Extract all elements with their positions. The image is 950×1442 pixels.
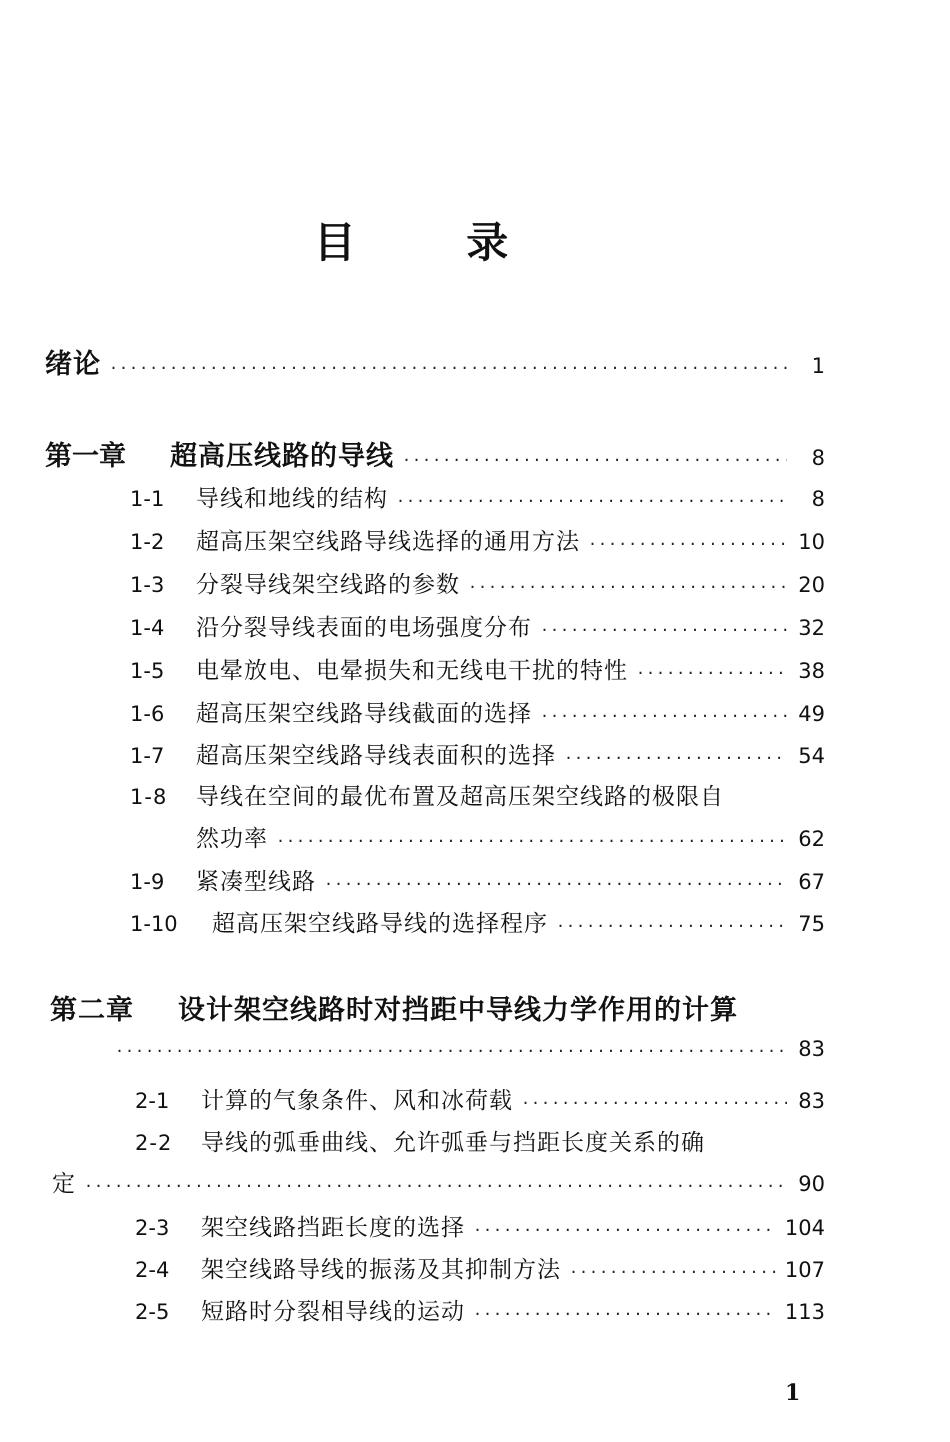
section-number: 2-4 <box>135 1258 170 1282</box>
page-number: 113 <box>784 1300 825 1324</box>
page-number: 54 <box>798 744 825 768</box>
page-number: 62 <box>798 827 825 851</box>
dot-leader <box>84 1177 787 1195</box>
entry-text: 沿分裂导线表面的电场强度分布 <box>196 615 532 641</box>
dot-leader <box>556 917 787 935</box>
dot-leader <box>115 1042 787 1060</box>
entry-text: 超高压架空线路导线截面的选择 <box>196 701 532 727</box>
dot-leader <box>564 749 787 767</box>
entry-text: 超高压架空线路导线选择的通用方法 <box>196 529 580 555</box>
entry-text: 超高压架空线路导线表面积的选择 <box>196 743 556 769</box>
dot-leader <box>569 1263 777 1281</box>
section-number: 1-8 <box>130 785 168 809</box>
section-number: 1-10 <box>130 912 178 936</box>
toc-entry-2-1[interactable] <box>135 1082 825 1115</box>
page-number: 38 <box>798 659 825 683</box>
entry-text: 计算的气象条件、风和冰荷载 <box>201 1088 513 1114</box>
entry-text-continued: 然功率 <box>196 826 268 852</box>
section-number: 1-3 <box>130 573 165 597</box>
toc-entry-1-5[interactable] <box>130 652 825 685</box>
entry-text: 分裂导线架空线路的参数 <box>196 572 460 598</box>
toc-entry-1-3[interactable] <box>130 566 825 599</box>
toc-entry-1-6[interactable] <box>130 695 825 728</box>
entry-text: 短路时分裂相导线的运动 <box>201 1299 465 1325</box>
section-number: 1-5 <box>130 659 165 683</box>
page-number: 83 <box>798 1089 825 1113</box>
section-number: 2-5 <box>135 1300 170 1324</box>
entry-text: 绪论 <box>45 349 101 380</box>
entry-text: 紧凑型线路 <box>196 869 316 895</box>
entry-text: 导线和地线的结构 <box>196 486 388 512</box>
entry-text: 架空线路挡距长度的选择 <box>201 1215 465 1241</box>
section-number: 2-3 <box>135 1216 170 1240</box>
dot-leader <box>473 1305 777 1323</box>
page-number: 67 <box>798 870 825 894</box>
section-number: 2-1 <box>135 1089 170 1113</box>
toc-entry-1-2[interactable] <box>130 523 825 556</box>
page-number: 107 <box>784 1258 825 1282</box>
chapter-label: 第二章 <box>50 995 134 1026</box>
page-number: 10 <box>798 530 825 554</box>
dot-leader <box>521 1094 787 1112</box>
dot-leader <box>468 578 787 596</box>
section-number: 1-7 <box>130 744 165 768</box>
entry-text: 设计架空线路时对挡距中导线力学作用的计算 <box>178 995 738 1026</box>
section-number: 1-6 <box>130 702 165 726</box>
toc-entry-2-4[interactable] <box>135 1251 825 1284</box>
toc-entry-1-8-line1[interactable] <box>130 778 724 811</box>
dot-leader <box>540 707 787 725</box>
toc-entry-2-3[interactable] <box>135 1209 825 1242</box>
section-number: 1-1 <box>130 487 165 511</box>
toc-entry-chapter-2-line2[interactable] <box>115 1037 825 1061</box>
entry-text: 导线在空间的最优布置及超高压架空线路的极限自 <box>196 784 724 810</box>
page-number: 90 <box>798 1172 825 1196</box>
page-folio: 1 <box>785 1380 801 1406</box>
entry-text: 超高压架空线路导线的选择程序 <box>212 911 548 937</box>
dot-leader <box>402 451 787 469</box>
dot-leader <box>540 621 787 639</box>
page-number: 75 <box>798 912 825 936</box>
dot-leader <box>396 492 787 510</box>
page-number: 8 <box>811 446 825 470</box>
section-number: 2-2 <box>135 1131 173 1155</box>
page-number: 83 <box>798 1037 825 1061</box>
page-number: 20 <box>798 573 825 597</box>
toc-entry-2-2-line2[interactable] <box>52 1165 825 1198</box>
toc-entry-chapter-2-line1[interactable] <box>50 988 738 1027</box>
toc-entry-1-4[interactable] <box>130 609 825 642</box>
page-number: 32 <box>798 616 825 640</box>
entry-text: 导线的弧垂曲线、允许弧垂与挡距长度关系的确 <box>201 1130 705 1156</box>
dot-leader <box>473 1221 777 1239</box>
toc-entry-1-7[interactable] <box>130 737 825 770</box>
entry-text: 超高压线路的导线 <box>170 441 394 472</box>
toc-entry-1-8-line2[interactable] <box>196 820 825 853</box>
page-number: 104 <box>784 1216 825 1240</box>
dot-leader <box>276 832 787 850</box>
dot-leader <box>636 664 787 682</box>
toc-entry-1-9[interactable] <box>130 863 825 896</box>
page-number: 8 <box>811 487 825 511</box>
dot-leader <box>588 535 787 553</box>
dot-leader <box>109 359 787 377</box>
entry-text: 电晕放电、电晕损失和无线电干扰的特性 <box>196 658 628 684</box>
section-number: 1-2 <box>130 530 165 554</box>
page-number: 1 <box>811 354 825 378</box>
chapter-label: 第一章 <box>45 441 126 472</box>
section-number: 1-9 <box>130 870 165 894</box>
toc-entry-1-10[interactable] <box>130 905 825 938</box>
entry-text-continued: 定 <box>52 1171 76 1197</box>
section-number: 1-4 <box>130 616 165 640</box>
dot-leader <box>324 875 787 893</box>
toc-entry-2-2-line1[interactable] <box>135 1124 705 1157</box>
toc-entry-chapter-1[interactable] <box>45 434 825 473</box>
page-title: 目 录 <box>313 218 557 267</box>
toc-entry-2-5[interactable] <box>135 1293 825 1326</box>
toc-entry-intro[interactable] <box>45 342 825 381</box>
toc-entry-1-1[interactable] <box>130 480 825 513</box>
page-number: 49 <box>798 702 825 726</box>
entry-text: 架空线路导线的振荡及其抑制方法 <box>201 1257 561 1283</box>
